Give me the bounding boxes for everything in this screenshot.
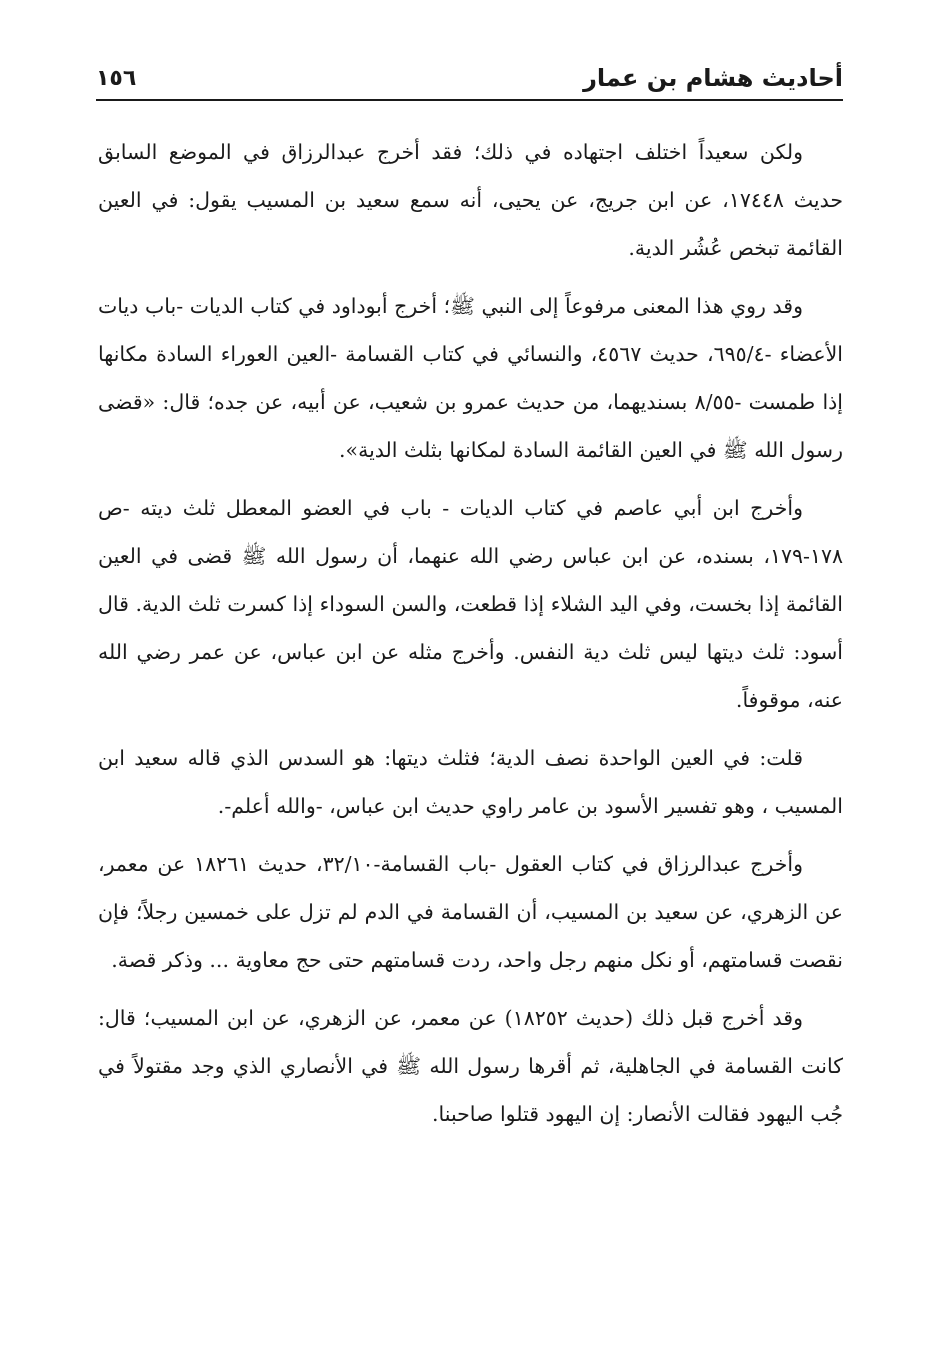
- paragraph: وأخرج ابن أبي عاصم في كتاب الديات - باب في العضو المعطل ثلث ديته -ص ١٧٨-١٧٩، بسنده، عن ابن عباس رضي الله عنهما، أن رسول الله ﷺ قضى في العين القائمة إذا بخست، وفي اليد الشلاء إذا قطعت، والسن السوداء إذا كسرت ثلث الدية. قال أسود: ثلث ديتها ليس ثلث دية النفس. وأخرج مثله عن ابن عباس، عن عمر رضي الله عنه، موقوفاً.: [98, 496, 843, 712]
- paragraph: وقد روي هذا المعنى مرفوعاً إلى النبي ﷺ؛ أخرج أبوداود في كتاب الديات -باب ديات الأعضاء -٦٩٥/٤، حديث ٤٥٦٧، والنسائي في كتاب القسامة -العين العوراء السادة مكانها إذا طمست -٨/٥٥ بسنديهما، من حديث عمرو بن شعيب، عن أبيه، عن جده؛ قال: «قضى رسول الله ﷺ في العين القائمة السادة لمكانها بثلث الدية».: [98, 294, 844, 462]
- running-title: أحاديث هشام بن عمار: [583, 64, 843, 92]
- paragraph: ولكن سعيداً اختلف اجتهاده في ذلك؛ فقد أخرج عبدالرزاق في الموضع السابق حديث ١٧٤٤٨، عن ابن جريج، عن يحيى، أنه سمع سعيد بن المسيب يقول: في العين القائمة تبخص عُشُر الدية.: [98, 140, 843, 260]
- body-text: [98, 128, 843, 1148]
- header-rule: [96, 99, 843, 101]
- paragraph: قلت: في العين الواحدة نصف الدية؛ فثلث ديتها: هو السدس الذي قاله سعيد ابن المسيب ، وهو تفسير الأسود بن عامر راوي حديث ابن عباس، -والله أعلم-.: [98, 746, 843, 818]
- paragraph: وقد أخرج قبل ذلك (حديث ١٨٢٥٢) عن معمر، عن الزهري، عن ابن المسيب؛ قال: كانت القسامة في الجاهلية، ثم أقرها رسول الله ﷺ في الأنصاري الذي وجد مقتولاً في جُب اليهود فقالت الأنصار: إن اليهود قتلوا صاحبنا.: [98, 1006, 843, 1126]
- page-number: ١٥٦: [96, 65, 137, 91]
- page-header: [96, 58, 843, 98]
- paragraph: وأخرج عبدالرزاق في كتاب العقول -باب القسامة-٣٢/١٠، حديث ١٨٢٦١ عن معمر، عن الزهري، عن سعيد بن المسيب، أن القسامة في الدم لم تزل على خمسين رجلاً؛ فإن نقصت قسامتهم، أو نكل منهم رجل واحد، ردت قسامتهم حتى حج معاوية ... وذكر قصة.: [98, 852, 843, 972]
